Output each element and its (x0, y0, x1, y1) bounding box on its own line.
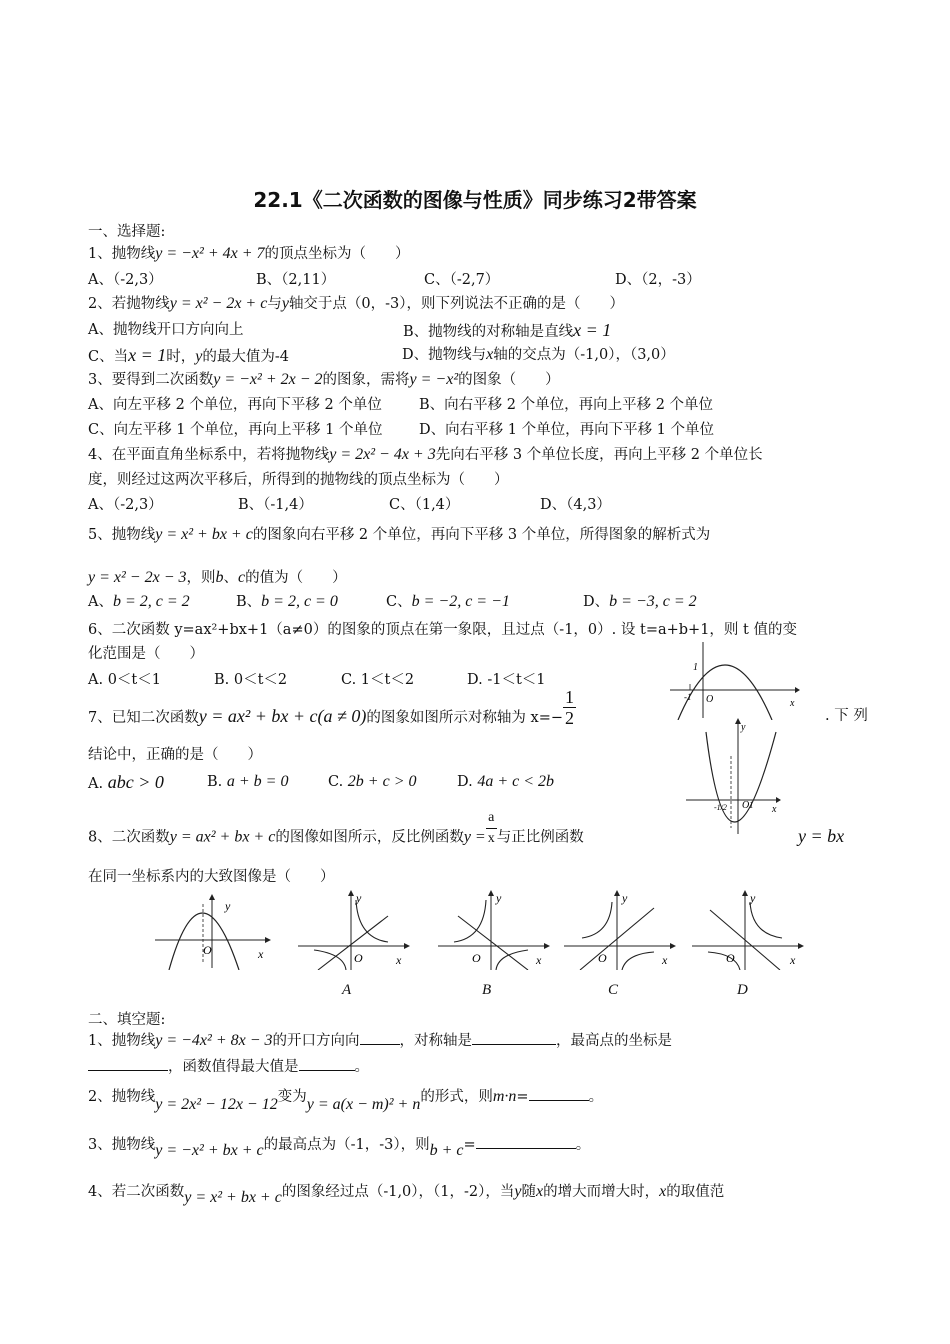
q8-c-x-label: x (662, 953, 668, 967)
f2-formula-1: y = 2x² − 12x − 12 (155, 1096, 278, 1113)
q8-a-origin-label: O (354, 951, 363, 965)
q8-c-y-label: y (622, 891, 628, 905)
section-heading-choice: 一、选择题: (88, 224, 166, 240)
f2-end: 。 (588, 1089, 604, 1105)
question-2 (88, 294, 624, 314)
q8-c-origin-label: O (598, 951, 607, 965)
q7-y-label: y (741, 722, 746, 733)
q5-line-2-end: 的值为（ ） (245, 570, 347, 586)
q6-origin-label: O (706, 694, 714, 705)
f1-text-mid-3: ，最高点的坐标是 (556, 1033, 673, 1049)
q5-option-a-value: b = 2, c = 2 (112, 593, 190, 610)
q2-option-c-var: y (195, 348, 203, 365)
q6-parabola-curve (678, 665, 772, 720)
q8-a-hyperbola-upper (356, 900, 388, 942)
q5-line-2 (88, 568, 347, 588)
q1-option-c: C、（-2,7） (424, 272, 500, 288)
q5-option-d-value: b = −3, c = 2 (609, 593, 697, 610)
q8-b-hyperbola-lower (496, 950, 528, 970)
q2-axis: y (281, 295, 289, 312)
q5-option-b (236, 592, 338, 612)
q8-label-d: D (737, 982, 748, 998)
f1-text: 1、抛物线 (88, 1033, 156, 1049)
q8-fraction (486, 808, 497, 849)
q8-text-mid: 的图像如图所示，反比例函数 (275, 829, 464, 846)
q1-formula: y = −x² + 4x + 7 (155, 245, 265, 262)
q8-formula: y = ax² + bx + c (169, 828, 276, 846)
f1-text-mid-2: ，对称轴是 (399, 1033, 473, 1049)
q8-d-y-label: y (750, 891, 756, 905)
f1-line-2-mid: ，函数值得最大值是 (168, 1059, 299, 1075)
q4-option-d: D、（4,3） (540, 497, 611, 513)
f3-expression: b + c (429, 1142, 464, 1159)
q7-fraction-num: 1 (565, 686, 574, 707)
question-3 (88, 370, 560, 390)
q8-a-y-arrow (348, 890, 354, 896)
q8-b-x-arrow (544, 943, 550, 949)
fill-question-4 (88, 1182, 725, 1206)
q8-text: 8、二次函数 (88, 829, 170, 846)
q6-option-d: D. -1＜t＜1 (467, 672, 546, 688)
q8-fraction-den: x (487, 831, 495, 846)
q7-origin-label: O (742, 800, 750, 811)
q8-d-x-arrow (798, 943, 804, 949)
q3-option-a: A、向左平移 2 个单位，再向下平移 2 个单位 (88, 397, 382, 413)
q3-formula-1: y = −x² + 2x − 2 (213, 371, 323, 388)
q8-c-y-arrow (614, 890, 620, 896)
q7-option-c-value: 2b + c > 0 (347, 773, 417, 790)
q8-c-x-arrow (670, 943, 676, 949)
f1-formula: y = −4x² + 8x − 3 (155, 1032, 273, 1049)
q8-quadratic-x-arrow (265, 937, 271, 943)
f1-text-mid: 的开口方向向 (272, 1033, 360, 1049)
f3-equals: = (463, 1137, 476, 1153)
f1-blank-vertex[interactable] (88, 1056, 168, 1071)
q8-a-y-label: y (356, 891, 362, 905)
q5-separator: 、 (223, 570, 238, 586)
q8-a-x-label: x (396, 953, 402, 967)
q8-b-hyperbola-upper (454, 900, 486, 942)
q5-option-c (386, 592, 510, 612)
q8-d-hyperbola-upper (750, 902, 782, 938)
q2-text: 2、若抛物线 (88, 296, 170, 312)
fill-question-1 (88, 1030, 672, 1051)
f4-text-mid: 的图象经过点（-1,0），（1，-2），当 (281, 1184, 515, 1200)
f2-expression: m·n (492, 1088, 517, 1105)
f2-blank-answer[interactable] (529, 1086, 589, 1101)
f2-text-mid: 变为 (277, 1089, 307, 1105)
q8-b-x-label: x (536, 953, 542, 967)
q3-text: 3、要得到二次函数 (88, 372, 214, 388)
q7-fraction (563, 687, 576, 728)
q6-option-a: A. 0＜t＜1 (88, 672, 161, 688)
q2-option-a: A、抛物线开口方向向上 (88, 322, 244, 338)
q5-text: 5、抛物线 (88, 527, 156, 543)
fill-question-2 (88, 1086, 604, 1113)
q1-option-d: D、（2，-3） (615, 272, 701, 288)
q8-d-hyperbola-lower (708, 952, 740, 970)
f1-blank-axis[interactable] (472, 1030, 556, 1045)
q7-fraction-den: 2 (565, 707, 574, 728)
q8-b-origin-label: O (472, 951, 481, 965)
f3-end: 。 (575, 1137, 591, 1153)
q5-option-b-label: B、 (236, 594, 262, 610)
q4-text-end: 先向右平移 3 个单位长度，再向上平移 2 个单位长 (435, 447, 763, 463)
q5-option-d-label: D、 (583, 594, 610, 610)
q8-fraction-y: y = (463, 828, 486, 846)
page-title: 22.1《二次函数的图像与性质》同步练习2带答案 (253, 188, 697, 212)
q7-text-mid: 的图象如图所示对称轴为 x=− (366, 710, 563, 726)
f4-text-mid-3: 的增大而增大时， (543, 1184, 660, 1200)
q8-quadratic-x-label: x (258, 947, 264, 961)
q2-text-mid: 与 (267, 296, 282, 312)
q8-option-c-graph (562, 888, 680, 970)
q4-line-2: 度，则经过这两次平移后，所得到的抛物线的顶点坐标为（ ） (88, 472, 509, 488)
q2-option-c-formula: x = 1 (128, 345, 167, 365)
q8-quadratic-graph (155, 892, 275, 970)
q4-option-b: B、（-1,4） (238, 497, 313, 513)
q8-a-line (318, 916, 388, 970)
section-heading-fill: 二、填空题: (88, 1012, 166, 1028)
q8-text-mid-2: 与正比例函数 (496, 829, 584, 846)
q2-option-d-text: D、抛物线与 (402, 347, 487, 363)
q8-d-x-label: x (790, 953, 796, 967)
q7-option-a-value: abc > 0 (107, 772, 164, 792)
question-6: 6、二次函数 y=ax²+bx+1（a≠0）的图象的顶点在第一象限，且过点（-1，0）. 设 t=a+b+1，则 t 值的变 (88, 622, 797, 638)
q3-text-mid: 的图象，需将 (322, 372, 410, 388)
q5-var-c: c (238, 569, 246, 586)
q7-text-end: . 下 列 (825, 708, 868, 724)
q8-option-d-graph (690, 888, 808, 970)
q7-option-d-value: 4a + c < 2b (477, 773, 555, 790)
q6-option-c: C. 1＜t＜2 (341, 672, 415, 688)
q6-neg-one-label: -1 (684, 692, 692, 702)
f3-blank-answer[interactable] (476, 1134, 576, 1149)
q5-line-2-mid: ，则 (186, 570, 216, 586)
q7-option-d-label: D. (457, 774, 473, 790)
q5-var-b: b (215, 569, 224, 586)
q7-neg-half-label: -1/2 (714, 803, 727, 812)
q4-option-a: A、（-2,3） (88, 497, 163, 513)
q7-option-d (457, 772, 554, 792)
f4-var-y: y (514, 1183, 522, 1200)
q2-option-c-text: C、当 (88, 349, 129, 365)
f1-blank-max[interactable] (299, 1056, 355, 1071)
q4-formula: y = 2x² − 4x + 3 (329, 446, 436, 463)
f3-text-mid: 的最高点为（-1，-3），则 (263, 1137, 430, 1153)
q2-option-d-end: 轴的交点为（-1,0），（3,0） (493, 347, 675, 363)
q3-text-end: 的图象（ ） (458, 372, 560, 388)
q5-text-end: 的图象向右平移 2 个单位，再向下平移 3 个单位，所得图象的解析式为 (252, 527, 711, 543)
question-5 (88, 525, 710, 545)
q2-text-end: 轴交于点（0，-3），则下列说法不正确的是（ ） (288, 296, 625, 312)
q7-option-c (328, 772, 417, 792)
q7-option-a (88, 772, 164, 794)
f4-formula: y = x² + bx + c (184, 1189, 282, 1206)
q7-x-label: x (772, 804, 777, 815)
q3-option-b: B、向右平移 2 个单位，再向上平移 2 个单位 (419, 397, 714, 413)
q5-option-b-value: b = 2, c = 0 (261, 593, 338, 610)
q8-quadratic-origin-label: O (203, 943, 212, 957)
q4-text: 4、在平面直角坐标系中，若将抛物线 (88, 447, 330, 463)
q7-text: 7、已知二次函数 (88, 710, 199, 726)
f2-text-mid-2: 的形式，则 (420, 1089, 493, 1105)
question-4 (88, 445, 763, 465)
q3-formula-2: y = −x² (409, 371, 459, 388)
q5-option-a-label: A、 (88, 594, 113, 610)
q8-b-line (458, 916, 528, 970)
q8-label-a: A (342, 982, 352, 998)
q8-a-x-arrow (404, 943, 410, 949)
q8-formula-2 (798, 826, 844, 848)
q3-option-d: D、向右平移 1 个单位，再向下平移 1 个单位 (419, 422, 715, 438)
q6-x-arrow (795, 687, 800, 693)
f4-var-x-2: x (659, 1183, 667, 1200)
q8-fraction-num: a (486, 808, 497, 829)
q2-option-c-end: 的最大值为-4 (202, 349, 289, 365)
q7-line-2: 结论中，正确的是（ ） (88, 747, 262, 763)
q5-option-a (88, 592, 190, 612)
q6-line-2: 化范围是（ ） (88, 646, 204, 662)
q4-option-c: C、（1,4） (389, 497, 460, 513)
q1-text: 1、抛物线 (88, 246, 156, 262)
q2-option-b-formula: x = 1 (573, 320, 612, 340)
q2-option-d (402, 345, 675, 365)
q5-option-c-label: C、 (386, 594, 412, 610)
q7-option-b-label: B. (207, 774, 223, 790)
f2-equals: = (516, 1089, 529, 1105)
question-8 (88, 810, 584, 849)
question-1 (88, 244, 410, 264)
q2-option-c (88, 345, 289, 367)
q8-b-y-label: y (496, 891, 502, 905)
q8-label-b: B (482, 982, 492, 998)
q7-parabola-graph (686, 716, 786, 834)
q8-quadratic-curve (169, 913, 239, 970)
q8-quadratic-y-arrow (209, 894, 215, 900)
fill-question-3 (88, 1134, 591, 1159)
f4-text-mid-2: 随 (521, 1184, 536, 1200)
q7-x-arrow (776, 797, 781, 803)
q7-option-b-value: a + b = 0 (226, 773, 289, 790)
question-7 (88, 686, 576, 728)
f1-end: 。 (354, 1059, 369, 1075)
q6-x-label: x (790, 698, 795, 709)
q6-parabola-graph (670, 638, 800, 720)
q7-option-c-label: C. (328, 774, 344, 790)
q8-option-a-graph (296, 888, 414, 970)
q8-c-hyperbola-upper (582, 902, 612, 938)
q2-option-c-mid: 时， (166, 349, 196, 365)
q8-formula-2-value: y = bx (798, 826, 845, 846)
f2-text: 2、抛物线 (88, 1089, 156, 1105)
q3-option-c: C、向左平移 1 个单位，再向上平移 1 个单位 (88, 422, 383, 438)
q1-text-end: 的顶点坐标为（ ） (264, 246, 410, 262)
fill-question-1-line-2 (88, 1056, 369, 1077)
q5-formula-2: y = x² − 2x − 3 (88, 569, 187, 586)
q5-option-d (583, 592, 697, 612)
q8-label-c: C (608, 982, 619, 998)
f4-var-x: x (536, 1183, 544, 1200)
q2-option-b (403, 320, 611, 342)
q8-option-b-graph (436, 888, 554, 970)
q8-d-origin-label: O (726, 951, 735, 965)
q5-option-c-value: b = −2, c = −1 (411, 593, 510, 610)
f3-text: 3、抛物线 (88, 1137, 156, 1153)
q1-option-b: B、（2,11） (256, 272, 336, 288)
q8-b-y-arrow (488, 890, 494, 896)
f1-blank-direction[interactable] (360, 1030, 400, 1045)
q8-quadratic-y-label: y (225, 899, 231, 913)
q8-d-y-arrow (742, 890, 748, 896)
q6-one-label: 1 (693, 662, 698, 673)
q7-option-b (207, 772, 288, 792)
f2-formula-2: y = a(x − m)² + n (306, 1096, 421, 1113)
f4-text: 4、若二次函数 (88, 1184, 185, 1200)
q7-one-label: 1 (749, 800, 754, 810)
f4-text-end: 的取值范 (666, 1184, 725, 1200)
q2-option-b-text: B、抛物线的对称轴是直线 (403, 324, 574, 340)
q6-option-b: B. 0＜t＜2 (214, 672, 288, 688)
f3-formula: y = −x² + bx + c (155, 1142, 264, 1159)
q5-formula: y = x² + bx + c (155, 526, 253, 543)
q8-line-2: 在同一坐标系内的大致图像是（ ） (88, 869, 335, 885)
q2-formula: y = x² − 2x + c (169, 295, 268, 312)
q2-option-d-var: x (486, 346, 494, 363)
q7-option-a-label: A. (88, 776, 104, 792)
q7-formula: y = ax² + bx + c(a ≠ 0) (198, 706, 367, 726)
q8-c-hyperbola-lower (622, 952, 654, 970)
q1-option-a: A、（-2,3） (88, 272, 163, 288)
q8-a-hyperbola-lower (314, 950, 346, 970)
